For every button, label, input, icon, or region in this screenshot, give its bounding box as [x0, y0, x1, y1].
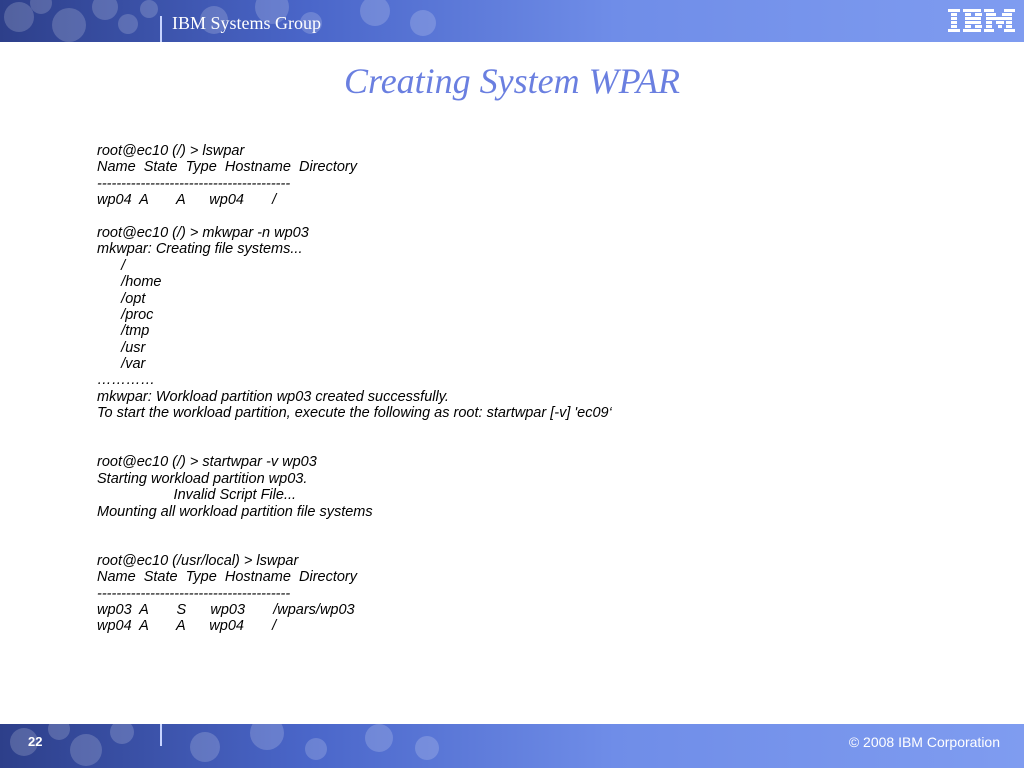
terminal-line: Name State Type Hostname Directory: [97, 159, 358, 176]
terminal-line: mkwpar: Workload partition wp03 created successfully.: [97, 388, 449, 405]
terminal-line: Invalid Script File...: [97, 487, 297, 504]
terminal-line: [97, 438, 977, 454]
slide-title: Creating System WPAR: [344, 61, 680, 101]
ibm-logo-icon: [948, 6, 1016, 36]
terminal-line: [97, 209, 977, 225]
terminal-line: mkwpar: Creating file systems...: [97, 241, 303, 258]
header-banner: [0, 0, 1024, 42]
terminal-line: /: [97, 257, 126, 274]
terminal-line: /proc: [97, 306, 154, 323]
page-number: 22: [28, 734, 43, 749]
terminal-line: root@ec10 (/) > startwpar -v wp03: [97, 454, 317, 471]
footer-divider: [160, 724, 162, 746]
terminal-line: root@ec10 (/) > mkwpar -n wp03: [97, 224, 309, 241]
terminal-line: To start the workload partition, execute the following as root: startwpar [-v] 'ec09‘: [97, 405, 612, 422]
header-divider: [160, 16, 162, 42]
terminal-line: /usr: [97, 339, 146, 356]
header-title: IBM Systems Group: [172, 13, 322, 33]
terminal-line: wp04 A A wp04 /: [97, 618, 277, 635]
terminal-line: root@ec10 (/usr/local) > lswpar: [97, 552, 299, 569]
terminal-line: wp04 A A wp04 /: [97, 192, 277, 209]
terminal-line: ----------------------------------------: [97, 175, 291, 192]
terminal-line: /var: [97, 356, 146, 373]
terminal-line: [97, 536, 977, 552]
terminal-line: Mounting all workload partition file systems: [97, 503, 373, 520]
terminal-line: …………: [97, 372, 155, 389]
terminal-line: Starting workload partition wp03.: [97, 470, 308, 487]
terminal-line: /home: [97, 274, 162, 291]
terminal-line: [97, 422, 977, 438]
terminal-line: Name State Type Hostname Directory: [97, 569, 358, 586]
terminal-line: [97, 520, 977, 536]
terminal-line: root@ec10 (/) > lswpar: [97, 143, 245, 159]
terminal-transcript: [97, 143, 977, 635]
terminal-line: /opt: [97, 290, 146, 307]
terminal-line: wp03 A S wp03 /wpars/wp03: [97, 601, 355, 618]
terminal-line: /tmp: [97, 323, 150, 340]
copyright-notice: © 2008 IBM Corporation: [848, 734, 1000, 750]
terminal-line: ----------------------------------------: [97, 585, 291, 602]
